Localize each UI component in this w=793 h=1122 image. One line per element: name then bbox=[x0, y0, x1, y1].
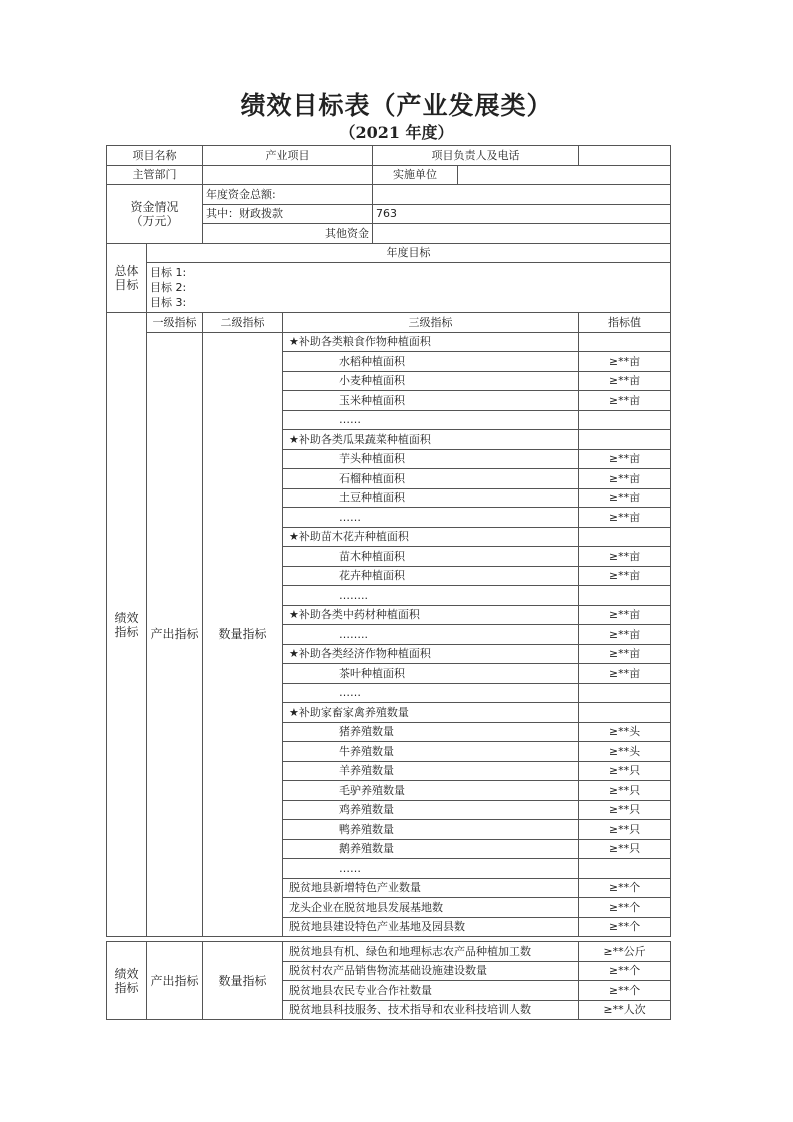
funds-among-label: 其中：财政拨款 bbox=[203, 204, 373, 224]
level3-indicator: …… bbox=[283, 683, 579, 703]
indicator-value: ≥**只 bbox=[579, 839, 671, 859]
indicator-value: ≥**亩 bbox=[579, 449, 671, 469]
goals-label: 总体目标 bbox=[107, 243, 147, 313]
indicator-value: ≥**亩 bbox=[579, 508, 671, 528]
level3-indicator: 毛驴养殖数量 bbox=[283, 781, 579, 801]
funds-among-value: 763 bbox=[373, 204, 671, 224]
indicator-value: ≥**只 bbox=[579, 820, 671, 840]
level3-indicator: 牛养殖数量 bbox=[283, 742, 579, 762]
indicator-value: ≥**亩 bbox=[579, 371, 671, 391]
level3-indicator: 脱贫村农产品销售物流基础设施建设数量 bbox=[283, 961, 579, 981]
level3-indicator: ★补助各类经济作物种植面积 bbox=[283, 644, 579, 664]
indicator-value bbox=[579, 430, 671, 450]
department-value bbox=[203, 165, 373, 185]
level3-indicator: …… bbox=[283, 859, 579, 879]
indicator-value: ≥**只 bbox=[579, 781, 671, 801]
indicator-value: ≥**亩 bbox=[579, 566, 671, 586]
output-indicator-label: 产出指标 bbox=[147, 332, 203, 937]
quantity-indicator-label: 数量指标 bbox=[203, 942, 283, 1020]
level3-indicator: ★补助各类中药材种植面积 bbox=[283, 605, 579, 625]
indicator-value: ≥**个 bbox=[579, 898, 671, 918]
level3-indicator: 苗木种植面积 bbox=[283, 547, 579, 567]
level3-indicator: 鹅养殖数量 bbox=[283, 839, 579, 859]
page-title: 绩效目标表（产业发展类） bbox=[240, 91, 553, 120]
level3-indicator: 脱贫地县有机、绿色和地理标志农产品种植加工数 bbox=[283, 942, 579, 962]
indicator-value bbox=[579, 683, 671, 703]
indicator-value: ≥**亩 bbox=[579, 352, 671, 372]
level3-indicator: 猪养殖数量 bbox=[283, 722, 579, 742]
col-level3: 三级指标 bbox=[283, 313, 579, 333]
funds-label: 资金情况 （万元） bbox=[107, 185, 203, 244]
leader-value bbox=[579, 146, 671, 166]
level3-indicator: ★补助家畜家禽养殖数量 bbox=[283, 703, 579, 723]
funds-other-value bbox=[373, 224, 671, 244]
funds-total-label: 年度资金总额: bbox=[203, 185, 373, 205]
level3-indicator: 小麦种植面积 bbox=[283, 371, 579, 391]
level3-indicator: 芋头种植面积 bbox=[283, 449, 579, 469]
indicator-value: ≥**亩 bbox=[579, 664, 671, 684]
funds-other-label: 其他资金 bbox=[203, 224, 373, 244]
indicator-value: ≥**亩 bbox=[579, 488, 671, 508]
indicator-value bbox=[579, 527, 671, 547]
indicator-value bbox=[579, 410, 671, 430]
quantity-indicator-label: 数量指标 bbox=[203, 332, 283, 937]
leader-label: 项目负责人及电话 bbox=[373, 146, 579, 166]
indicator-value bbox=[579, 332, 671, 352]
level3-indicator: ★补助各类粮食作物种植面积 bbox=[283, 332, 579, 352]
level3-indicator: ★补助各类瓜果蔬菜种植面积 bbox=[283, 430, 579, 450]
project-name-value: 产业项目 bbox=[203, 146, 373, 166]
indicator-value: ≥**只 bbox=[579, 800, 671, 820]
department-label: 主管部门 bbox=[107, 165, 203, 185]
indicator-value: ≥**亩 bbox=[579, 605, 671, 625]
indicator-value: ≥**亩 bbox=[579, 469, 671, 489]
level3-indicator: …….. bbox=[283, 625, 579, 645]
indicator-value: ≥**个 bbox=[579, 961, 671, 981]
perf-indicator-label: 绩效指标 bbox=[107, 942, 147, 1020]
level3-indicator: 脱贫地县农民专业合作社数量 bbox=[283, 981, 579, 1001]
performance-table-continued bbox=[106, 941, 671, 1020]
level3-indicator: 羊养殖数量 bbox=[283, 761, 579, 781]
indicator-value: ≥**亩 bbox=[579, 644, 671, 664]
level3-indicator: 脱贫地县科技服务、技术指导和农业科技培训人数 bbox=[283, 1000, 579, 1020]
page-subtitle: （2021 年度） bbox=[339, 123, 454, 142]
level3-indicator: ★补助苗木花卉种植面积 bbox=[283, 527, 579, 547]
indicator-value bbox=[579, 859, 671, 879]
level3-indicator: 花卉种植面积 bbox=[283, 566, 579, 586]
project-name-label: 项目名称 bbox=[107, 146, 203, 166]
indicator-value: ≥**人次 bbox=[579, 1000, 671, 1020]
indicator-value: ≥**头 bbox=[579, 742, 671, 762]
indicator-value: ≥**公斤 bbox=[579, 942, 671, 962]
indicator-value: ≥**亩 bbox=[579, 391, 671, 411]
level3-indicator: …… bbox=[283, 508, 579, 528]
level3-indicator: 鸭养殖数量 bbox=[283, 820, 579, 840]
level3-indicator: …… bbox=[283, 410, 579, 430]
indicator-value: ≥**头 bbox=[579, 722, 671, 742]
level3-indicator: 茶叶种植面积 bbox=[283, 664, 579, 684]
table-row bbox=[107, 332, 671, 352]
perf-indicator-label: 绩效指标 bbox=[107, 313, 147, 937]
table-row bbox=[107, 942, 671, 962]
indicator-value bbox=[579, 586, 671, 606]
indicator-value: ≥**个 bbox=[579, 917, 671, 937]
level3-indicator: 石榴种植面积 bbox=[283, 469, 579, 489]
col-value: 指标值 bbox=[579, 313, 671, 333]
level3-indicator: 脱贫地县建设特色产业基地及园县数 bbox=[283, 917, 579, 937]
level3-indicator: 鸡养殖数量 bbox=[283, 800, 579, 820]
indicator-value: ≥**亩 bbox=[579, 625, 671, 645]
col-level2: 二级指标 bbox=[203, 313, 283, 333]
indicator-value: ≥**亩 bbox=[579, 547, 671, 567]
level3-indicator: 水稻种植面积 bbox=[283, 352, 579, 372]
unit-label: 实施单位 bbox=[373, 165, 458, 185]
level3-indicator: 土豆种植面积 bbox=[283, 488, 579, 508]
level3-indicator: 玉米种植面积 bbox=[283, 391, 579, 411]
year-goal-label: 年度目标 bbox=[147, 243, 671, 263]
level3-indicator: 脱贫地县新增特色产业数量 bbox=[283, 878, 579, 898]
funds-total-value bbox=[373, 185, 671, 205]
indicator-value: ≥**个 bbox=[579, 878, 671, 898]
level3-indicator: 龙头企业在脱贫地县发展基地数 bbox=[283, 898, 579, 918]
indicator-value: ≥**个 bbox=[579, 981, 671, 1001]
output-indicator-label: 产出指标 bbox=[147, 942, 203, 1020]
unit-value bbox=[458, 165, 671, 185]
indicator-value: ≥**只 bbox=[579, 761, 671, 781]
performance-table bbox=[106, 145, 671, 937]
level3-indicator: …….. bbox=[283, 586, 579, 606]
goals-text: 目标 1: 目标 2: 目标 3: bbox=[147, 263, 671, 313]
indicator-value bbox=[579, 703, 671, 723]
col-level1: 一级指标 bbox=[147, 313, 203, 333]
